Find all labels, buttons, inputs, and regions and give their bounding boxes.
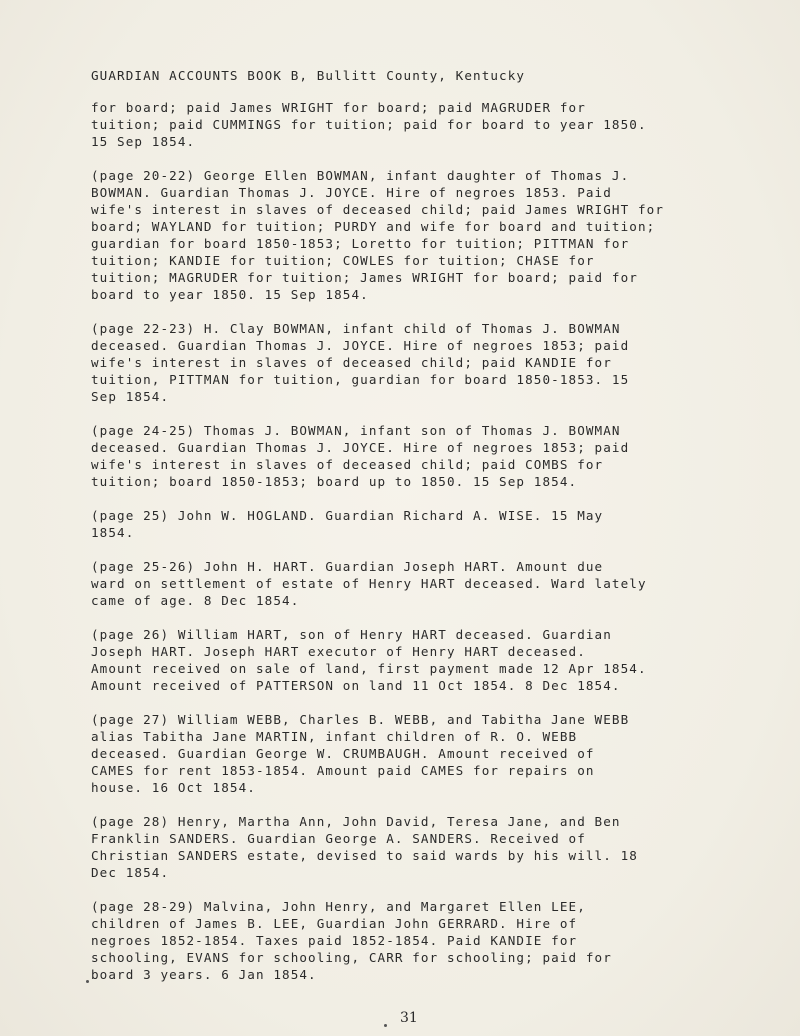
page-number: 31 xyxy=(400,1010,418,1026)
entry-page-28: (page 28) Henry, Martha Ann, John David, Teresa Jane, and Ben Franklin SANDERS. Guardian George A. SANDERS. Received of Christian SANDERS estate, devised to said wards by his will. 18 Dec 1854. xyxy=(91,814,638,880)
entry-page-25-26: (page 25-26) John H. HART. Guardian Joseph HART. Amount due ward on settlement of estate of Henry HART deceased. Ward lately came of age. 8 Dec 1854. xyxy=(91,559,647,608)
entry-continuation: for board; paid James WRIGHT for board; paid MAGRUDER for tuition; paid CUMMINGS for tuition; paid for board to year 1850. 15 Sep 1854. xyxy=(91,100,647,149)
entry-page-24-25: (page 24-25) Thomas J. BOWMAN, infant son of Thomas J. BOWMAN deceased. Guardian Thomas J. JOYCE. Hire of negroes 1853; paid wife's interest in slaves of deceased child; paid COMBS for tuition; board 1850-1853; board up to 1850. 15 Sep 1854. xyxy=(91,423,630,489)
entry-page-26: (page 26) William HART, son of Henry HART deceased. Guardian Joseph HART. Joseph HART executor of Henry HART deceased. Amount received on sale of land, first payment made 12 Apr 1854. Amount received of PATTERSON on land 11 Oct 1854. 8 Dec 1854. xyxy=(91,627,647,693)
margin-dot xyxy=(384,1024,387,1027)
page-header: GUARDIAN ACCOUNTS BOOK B, Bullitt County, Kentucky xyxy=(91,68,526,83)
entry-page-27: (page 27) William WEBB, Charles B. WEBB, and Tabitha Jane WEBB alias Tabitha Jane MARTIN, infant children of R. O. WEBB deceased. Guardian George W. CRUMBAUGH. Amount received of CAMES for rent 1853-1854. Amount paid CAMES for repairs on house. 16 Oct 1854. xyxy=(91,712,630,795)
margin-dot xyxy=(86,980,89,983)
entries-list xyxy=(91,99,741,1000)
entry-page-20-22: (page 20-22) George Ellen BOWMAN, infant daughter of Thomas J. BOWMAN. Guardian Thomas J. JOYCE. Hire of negroes 1853. Paid wife's interest in slaves of deceased child; paid James WRIGHT for board; WAYLAND for tuition; PURDY and wife for board and tuition; guardian for board 1850-1853; Loretto for tuition; PITTMAN for tuition; KANDIE for tuition; COWLES for tuition; CHASE for tuition; MAGRUDER for tuition; James WRIGHT for board; paid for board to year 1850. 15 Sep 1854. xyxy=(91,168,665,302)
entry-page-22-23: (page 22-23) H. Clay BOWMAN, infant child of Thomas J. BOWMAN deceased. Guardian Thomas J. JOYCE. Hire of negroes 1853; paid wife's interest in slaves of deceased child; paid KANDIE for tuition, PITTMAN for tuition, guardian for board 1850-1853. 15 Sep 1854. xyxy=(91,321,630,404)
entry-page-28-29: (page 28-29) Malvina, John Henry, and Margaret Ellen LEE, children of James B. LEE, Guardian John GERRARD. Hire of negroes 1852-1854. Taxes paid 1852-1854. Paid KANDIE for schooling, EVANS for schooling, CARR for schooling; paid for board 3 years. 6 Jan 1854. xyxy=(91,899,612,982)
entry-page-25: (page 25) John W. HOGLAND. Guardian Richard A. WISE. 15 May 1854. xyxy=(91,508,604,540)
